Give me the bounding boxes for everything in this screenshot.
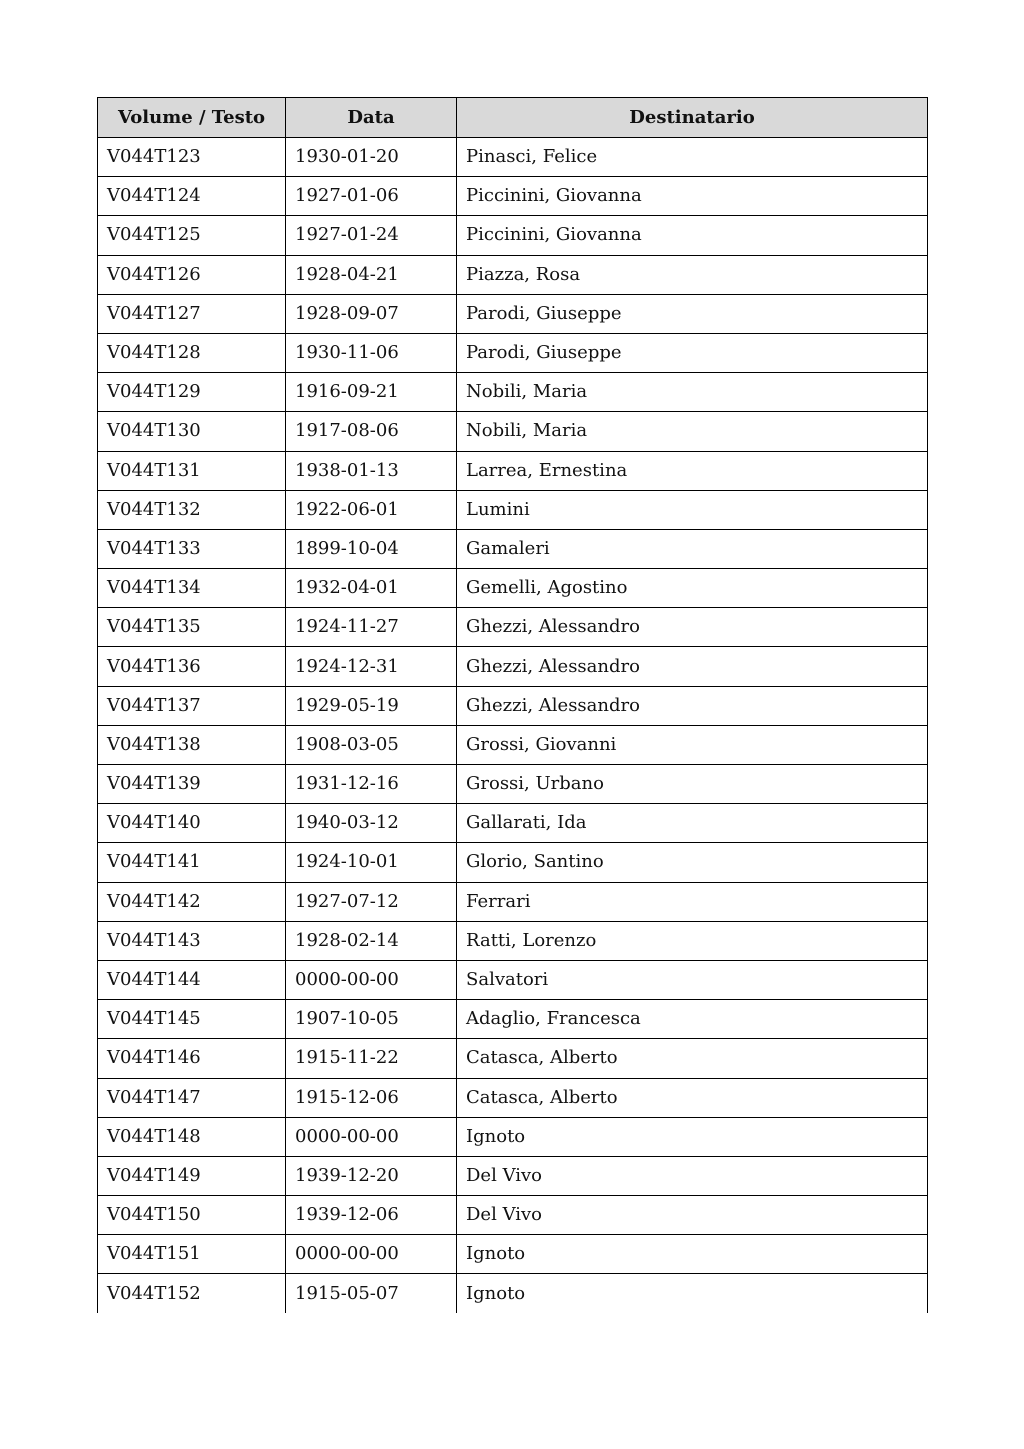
table-body	[98, 138, 928, 1314]
table-row	[98, 686, 928, 725]
cell-destinatario: Catasca, Alberto	[457, 1078, 928, 1117]
table-row	[98, 490, 928, 529]
cell-volume-testo: V044T147	[98, 1078, 286, 1117]
cell-destinatario: Del Vivo	[457, 1156, 928, 1195]
cell-volume-testo: V044T141	[98, 843, 286, 882]
letters-table	[97, 97, 928, 1313]
cell-volume-testo: V044T129	[98, 373, 286, 412]
cell-data: 0000-00-00	[286, 1117, 457, 1156]
cell-volume-testo: V044T143	[98, 921, 286, 960]
table-row	[98, 294, 928, 333]
table-row	[98, 1039, 928, 1078]
cell-data: 1927-01-24	[286, 216, 457, 255]
table-row	[98, 647, 928, 686]
cell-data: 1939-12-06	[286, 1196, 457, 1235]
cell-data: 1930-01-20	[286, 138, 457, 177]
cell-destinatario: Parodi, Giuseppe	[457, 294, 928, 333]
cell-volume-testo: V044T144	[98, 960, 286, 999]
cell-volume-testo: V044T137	[98, 686, 286, 725]
cell-volume-testo: V044T140	[98, 804, 286, 843]
table-row	[98, 333, 928, 372]
cell-data: 1929-05-19	[286, 686, 457, 725]
cell-data: 1915-11-22	[286, 1039, 457, 1078]
cell-volume-testo: V044T151	[98, 1235, 286, 1274]
cell-destinatario: Piccinini, Giovanna	[457, 177, 928, 216]
cell-destinatario: Catasca, Alberto	[457, 1039, 928, 1078]
cell-destinatario: Parodi, Giuseppe	[457, 333, 928, 372]
cell-destinatario: Gallarati, Ida	[457, 804, 928, 843]
cell-destinatario: Ghezzi, Alessandro	[457, 686, 928, 725]
cell-volume-testo: V044T134	[98, 569, 286, 608]
table-row	[98, 373, 928, 412]
cell-destinatario: Ghezzi, Alessandro	[457, 608, 928, 647]
cell-volume-testo: V044T125	[98, 216, 286, 255]
table-row	[98, 882, 928, 921]
cell-data: 1922-06-01	[286, 490, 457, 529]
table-row	[98, 412, 928, 451]
table-row	[98, 765, 928, 804]
cell-volume-testo: V044T139	[98, 765, 286, 804]
table-row	[98, 138, 928, 177]
cell-destinatario: Gamaleri	[457, 529, 928, 568]
cell-destinatario: Ferrari	[457, 882, 928, 921]
cell-destinatario: Del Vivo	[457, 1196, 928, 1235]
header-volume-testo: Volume / Testo	[98, 98, 286, 138]
cell-data: 1907-10-05	[286, 1000, 457, 1039]
cell-volume-testo: V044T149	[98, 1156, 286, 1195]
table-row	[98, 1274, 928, 1313]
table-row	[98, 1156, 928, 1195]
cell-destinatario: Piccinini, Giovanna	[457, 216, 928, 255]
cell-data: 1916-09-21	[286, 373, 457, 412]
cell-destinatario: Ratti, Lorenzo	[457, 921, 928, 960]
cell-destinatario: Glorio, Santino	[457, 843, 928, 882]
cell-destinatario: Grossi, Urbano	[457, 765, 928, 804]
cell-destinatario: Pinasci, Felice	[457, 138, 928, 177]
cell-destinatario: Ignoto	[457, 1235, 928, 1274]
table-row	[98, 1235, 928, 1274]
cell-data: 1899-10-04	[286, 529, 457, 568]
cell-destinatario: Lumini	[457, 490, 928, 529]
header-destinatario: Destinatario	[457, 98, 928, 138]
table-row	[98, 960, 928, 999]
cell-volume-testo: V044T150	[98, 1196, 286, 1235]
cell-volume-testo: V044T132	[98, 490, 286, 529]
table-row	[98, 921, 928, 960]
cell-volume-testo: V044T148	[98, 1117, 286, 1156]
table-row	[98, 1196, 928, 1235]
table-row	[98, 529, 928, 568]
table-row	[98, 843, 928, 882]
cell-volume-testo: V044T142	[98, 882, 286, 921]
cell-volume-testo: V044T133	[98, 529, 286, 568]
cell-destinatario: Nobili, Maria	[457, 373, 928, 412]
cell-data: 1924-10-01	[286, 843, 457, 882]
cell-destinatario: Piazza, Rosa	[457, 255, 928, 294]
cell-destinatario: Nobili, Maria	[457, 412, 928, 451]
table-row	[98, 804, 928, 843]
cell-data: 1931-12-16	[286, 765, 457, 804]
cell-data: 0000-00-00	[286, 1235, 457, 1274]
cell-data: 1927-07-12	[286, 882, 457, 921]
cell-data: 1924-11-27	[286, 608, 457, 647]
table-row	[98, 177, 928, 216]
cell-volume-testo: V044T135	[98, 608, 286, 647]
cell-volume-testo: V044T126	[98, 255, 286, 294]
cell-data: 1908-03-05	[286, 725, 457, 764]
cell-data: 1928-04-21	[286, 255, 457, 294]
cell-data: 1915-12-06	[286, 1078, 457, 1117]
cell-destinatario: Gemelli, Agostino	[457, 569, 928, 608]
cell-data: 1930-11-06	[286, 333, 457, 372]
cell-volume-testo: V044T138	[98, 725, 286, 764]
header-data: Data	[286, 98, 457, 138]
table-row	[98, 451, 928, 490]
cell-destinatario: Grossi, Giovanni	[457, 725, 928, 764]
table-row	[98, 1078, 928, 1117]
table-row	[98, 608, 928, 647]
cell-destinatario: Adaglio, Francesca	[457, 1000, 928, 1039]
cell-volume-testo: V044T127	[98, 294, 286, 333]
cell-volume-testo: V044T145	[98, 1000, 286, 1039]
cell-destinatario: Larrea, Ernestina	[457, 451, 928, 490]
cell-data: 1940-03-12	[286, 804, 457, 843]
cell-destinatario: Ignoto	[457, 1274, 928, 1313]
cell-data: 1928-09-07	[286, 294, 457, 333]
cell-data: 1928-02-14	[286, 921, 457, 960]
table-row	[98, 216, 928, 255]
cell-data: 1932-04-01	[286, 569, 457, 608]
cell-volume-testo: V044T128	[98, 333, 286, 372]
cell-volume-testo: V044T152	[98, 1274, 286, 1313]
cell-data: 1917-08-06	[286, 412, 457, 451]
cell-data: 1915-05-07	[286, 1274, 457, 1313]
table-row	[98, 725, 928, 764]
cell-volume-testo: V044T131	[98, 451, 286, 490]
cell-volume-testo: V044T136	[98, 647, 286, 686]
cell-data: 1938-01-13	[286, 451, 457, 490]
document-page	[97, 97, 927, 1313]
table-row	[98, 1000, 928, 1039]
cell-volume-testo: V044T123	[98, 138, 286, 177]
cell-destinatario: Ignoto	[457, 1117, 928, 1156]
cell-data: 0000-00-00	[286, 960, 457, 999]
cell-data: 1924-12-31	[286, 647, 457, 686]
cell-destinatario: Ghezzi, Alessandro	[457, 647, 928, 686]
table-row	[98, 1117, 928, 1156]
cell-data: 1939-12-20	[286, 1156, 457, 1195]
cell-volume-testo: V044T146	[98, 1039, 286, 1078]
table-header	[98, 98, 928, 138]
table-row	[98, 569, 928, 608]
cell-destinatario: Salvatori	[457, 960, 928, 999]
cell-volume-testo: V044T124	[98, 177, 286, 216]
table-row	[98, 255, 928, 294]
header-row	[98, 98, 928, 138]
cell-data: 1927-01-06	[286, 177, 457, 216]
cell-volume-testo: V044T130	[98, 412, 286, 451]
